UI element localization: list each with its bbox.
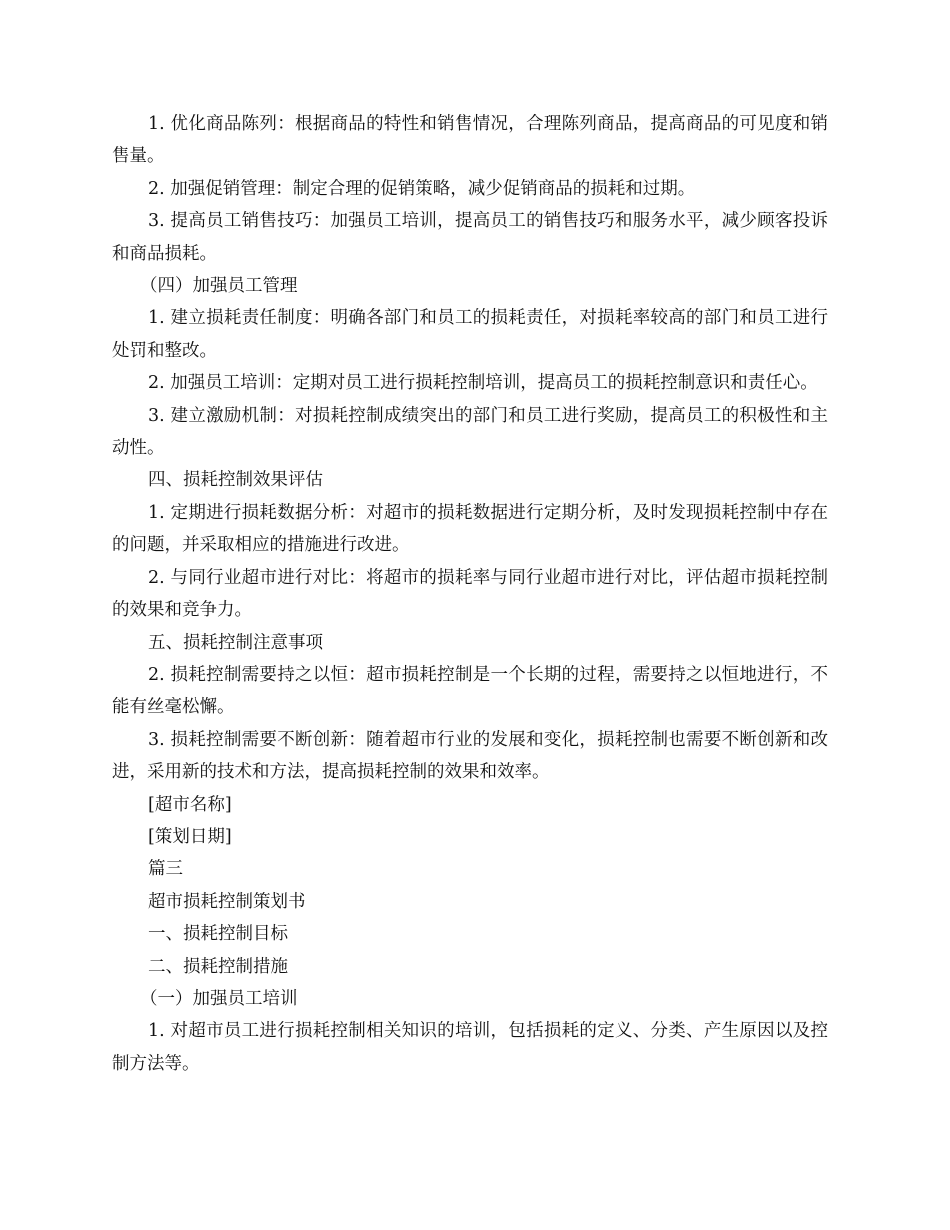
document-body	[112, 108, 828, 1080]
paragraph-training-content: 1. 对超市员工进行损耗控制相关知识的培训，包括损耗的定义、分类、产生原因以及控制方法等。	[112, 1021, 828, 1074]
heading-control-measures: 二、损耗控制措施	[148, 956, 288, 977]
placeholder-plan-date: [策划日期]	[148, 826, 232, 847]
heading-control-goals: 一、损耗控制目标	[148, 924, 288, 945]
heading-staff-management: （四）加强员工管理	[140, 276, 298, 297]
heading-effect-evaluation: 四、损耗控制效果评估	[148, 470, 323, 491]
paragraph-data-analysis: 1. 定期进行损耗数据分析：对超市的损耗数据进行定期分析，及时发现损耗控制中存在的问题，并采取相应的措施进行改进。	[112, 502, 828, 556]
heading-strengthen-training: （一）加强员工培训	[140, 988, 298, 1009]
paragraph-optimize-display: 1. 优化商品陈列：根据商品的特性和销售情况，合理陈列商品，提高商品的可见度和销售量。	[112, 114, 828, 167]
paragraph-industry-comparison: 2. 与同行业超市进行对比：将超市的损耗率与同行业超市进行对比，评估超市损耗控制的效果和竞争力。	[112, 567, 828, 621]
paragraph-promotion-management: 2. 加强促销管理：制定合理的促销策略，减少促销商品的损耗和过期。	[148, 178, 696, 199]
section-label-part-three: 篇三	[148, 859, 183, 880]
placeholder-supermarket-name: [超市名称]	[148, 794, 232, 815]
document-title: 超市损耗控制策划书	[148, 891, 306, 912]
paragraph-staff-training: 2. 加强员工培训：定期对员工进行损耗控制培训，提高员工的损耗控制意识和责任心。	[148, 373, 818, 394]
paragraph-persistence: 2. 损耗控制需要持之以恒：超市损耗控制是一个长期的过程，需要持之以恒地进行，不能有丝毫松懈。	[112, 664, 828, 718]
paragraph-responsibility-system: 1. 建立损耗责任制度：明确各部门和员工的损耗责任，对损耗率较高的部门和员工进行处罚和整改。	[112, 308, 828, 361]
paragraph-innovation: 3. 损耗控制需要不断创新：随着超市行业的发展和变化，损耗控制也需要不断创新和改进，采用新的技术和方法，提高损耗控制的效果和效率。	[112, 729, 828, 783]
heading-precautions: 五、损耗控制注意事项	[148, 632, 323, 653]
paragraph-incentive-mechanism: 3. 建立激励机制：对损耗控制成绩突出的部门和员工进行奖励，提高员工的积极性和主动性。	[112, 405, 828, 459]
paragraph-sales-skills: 3. 提高员工销售技巧：加强员工培训，提高员工的销售技巧和服务水平，减少顾客投诉和商品损耗。	[112, 211, 828, 264]
